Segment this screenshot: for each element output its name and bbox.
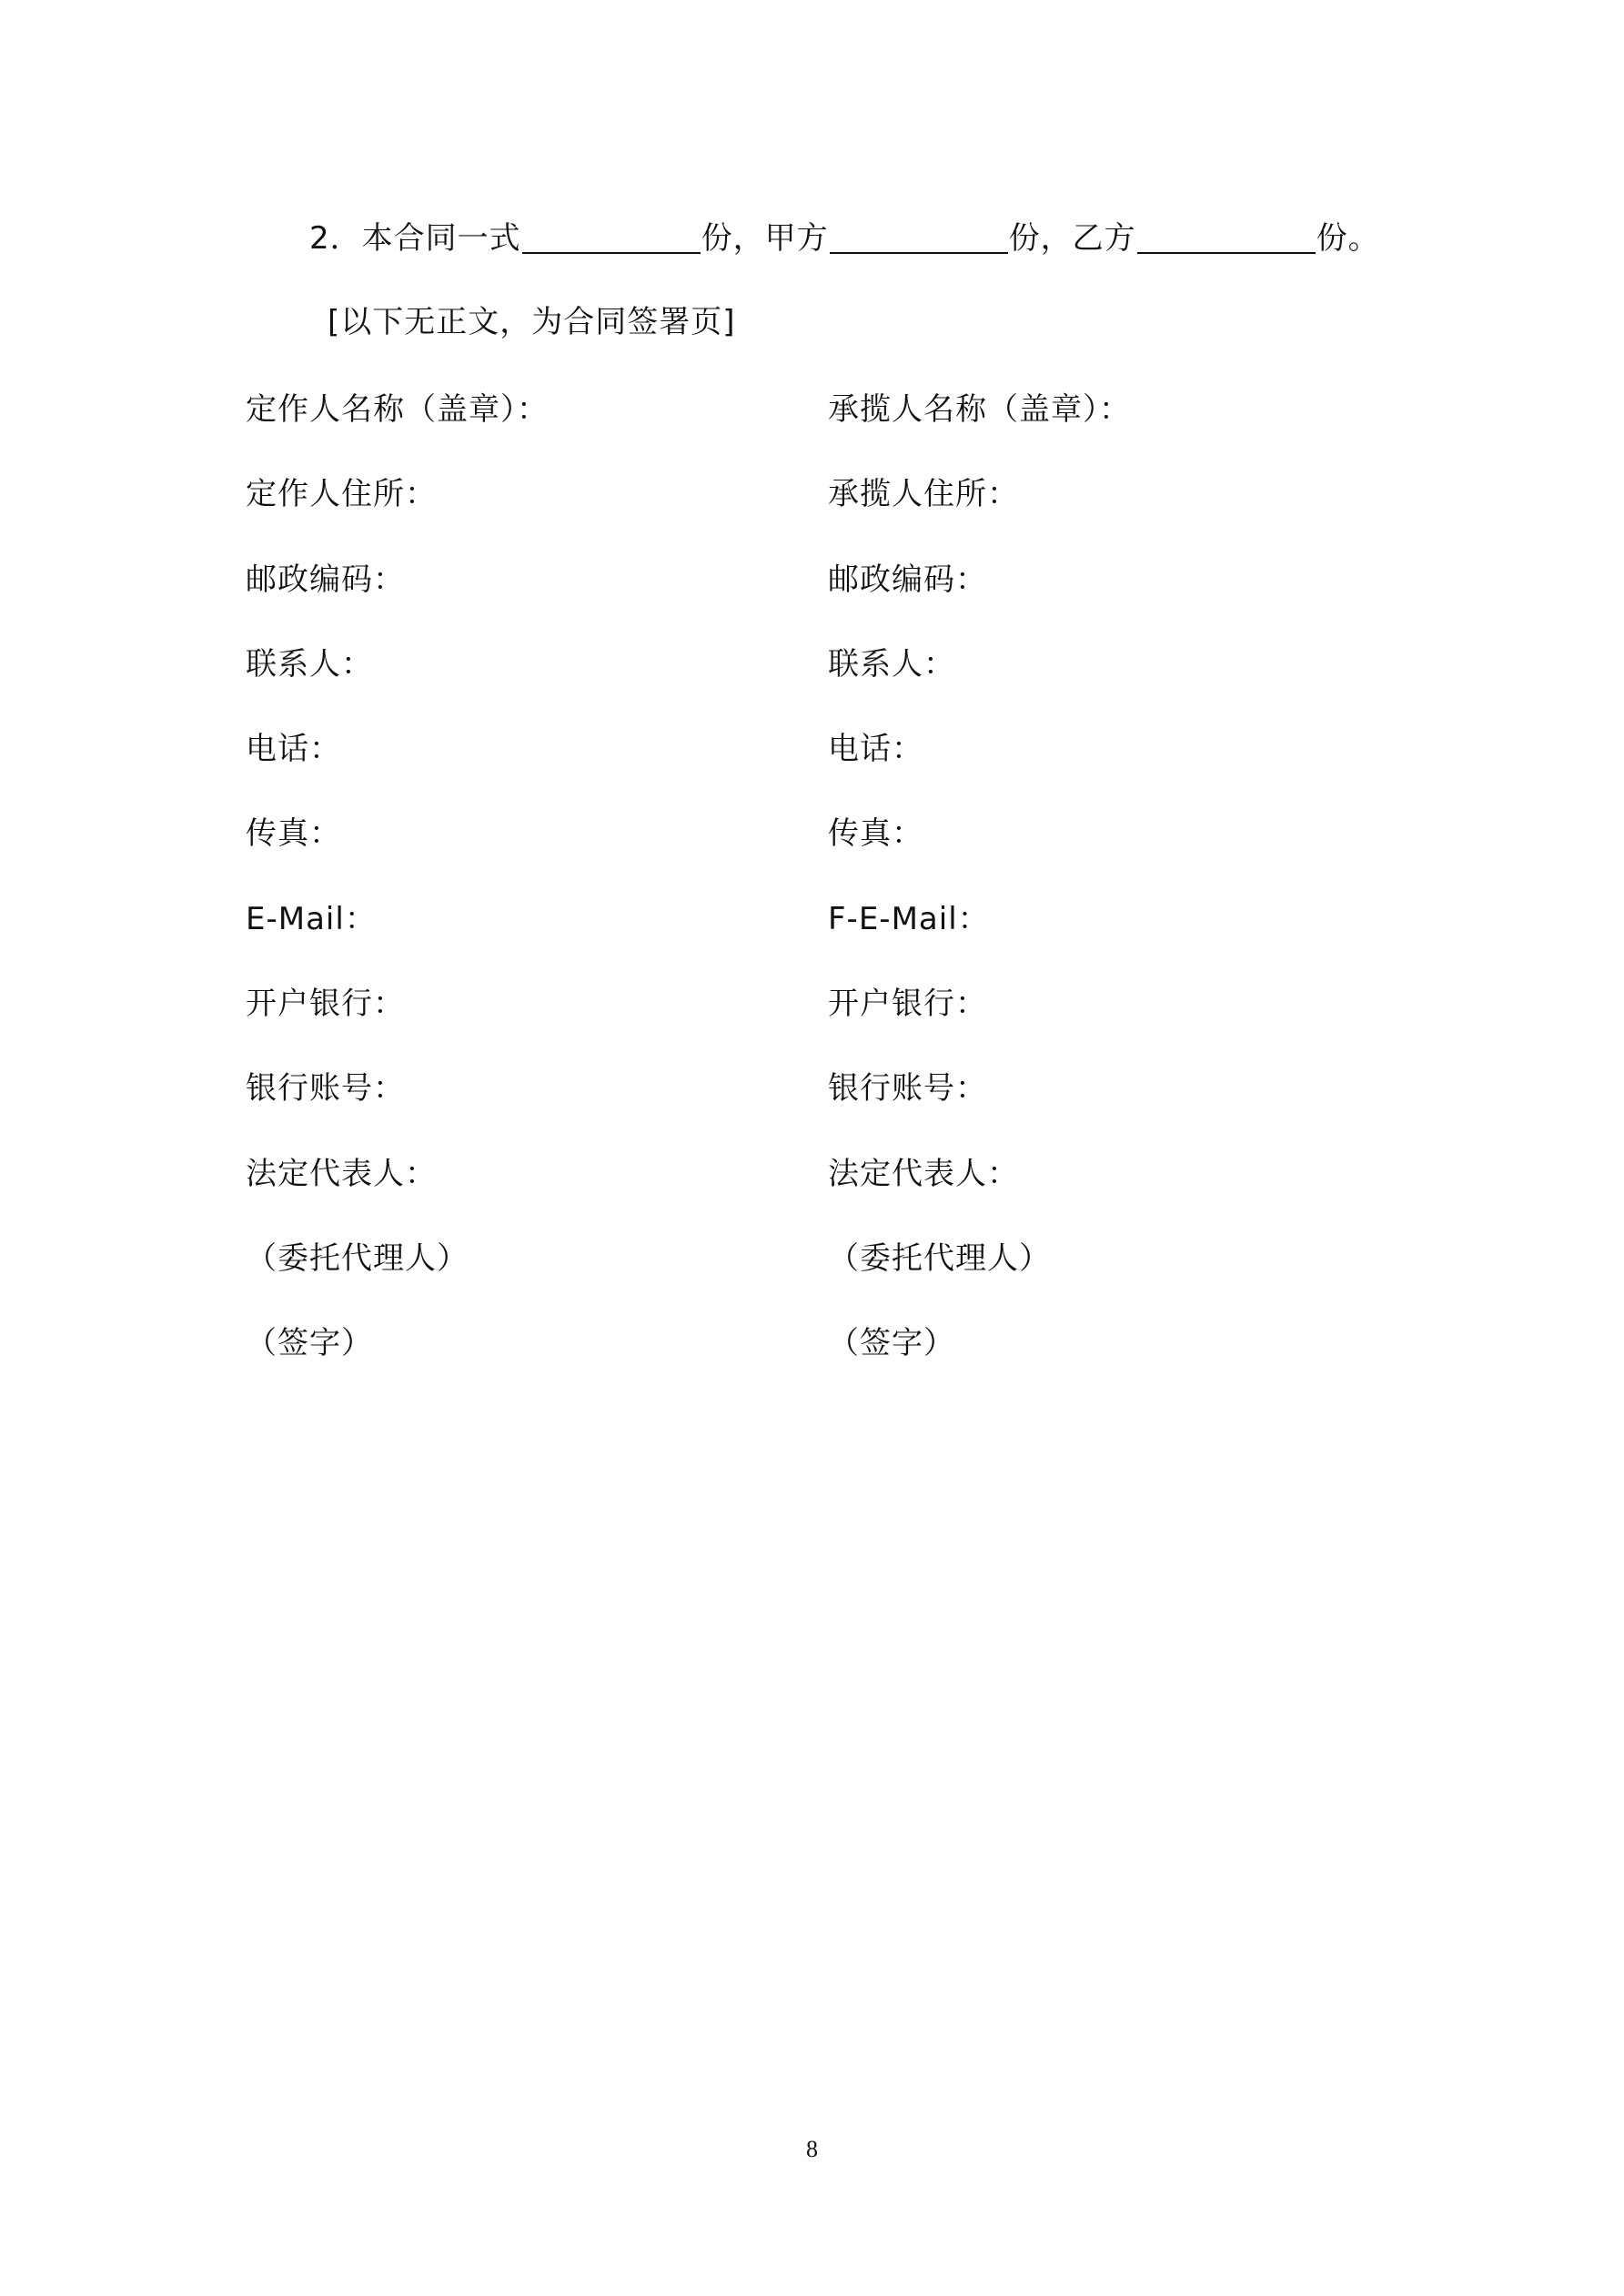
clause-text-copies: 2．本合同一式: [309, 220, 521, 257]
contractor-postcode-label: 邮政编码：: [246, 561, 405, 598]
clause-text-party-a: 份，甲方: [701, 220, 829, 257]
undertaker-account-label: 银行账号：: [828, 1070, 987, 1108]
undertaker-contact-label: 联系人：: [828, 645, 955, 683]
contractor-signature-label: （签字）: [246, 1325, 373, 1362]
contractor-name-seal-label: 定作人名称（盖章）：: [246, 391, 549, 428]
undertaker-legal-rep-label: 法定代表人：: [828, 1155, 1019, 1192]
total-copies-blank: [522, 216, 701, 254]
contractor-signature-block: [246, 384, 792, 1403]
clause-text-party-b: 份，乙方: [1008, 220, 1136, 257]
contractor-address-label: 定作人住所：: [246, 476, 437, 513]
contractor-agent-label: （委托代理人）: [246, 1239, 469, 1277]
undertaker-phone-label: 电话：: [828, 731, 923, 768]
copies-clause: [309, 213, 1380, 264]
undertaker-address-label: 承揽人住所：: [828, 476, 1019, 513]
undertaker-postcode-label: 邮政编码：: [828, 561, 987, 598]
contractor-contact-label: 联系人：: [246, 645, 373, 683]
undertaker-agent-label: （委托代理人）: [828, 1239, 1051, 1277]
party-a-copies-blank: [830, 216, 1008, 254]
page-number: 8: [806, 2136, 818, 2162]
contractor-phone-label: 电话：: [246, 731, 341, 768]
party-b-copies-blank: [1137, 216, 1316, 254]
undertaker-signature-block: [828, 384, 1374, 1403]
no-text-below-note: [以下无正文，为合同签署页]: [328, 304, 736, 340]
undertaker-signature-label: （签字）: [828, 1325, 955, 1362]
undertaker-name-seal-label: 承揽人名称（盖章）：: [828, 391, 1131, 428]
contractor-email-label: E-Mail：: [246, 900, 377, 937]
undertaker-email-label: F-E-Mail：: [828, 900, 990, 937]
contractor-bank-label: 开户银行：: [246, 986, 405, 1023]
contractor-legal-rep-label: 法定代表人：: [246, 1155, 437, 1192]
contractor-fax-label: 传真：: [246, 815, 341, 853]
undertaker-fax-label: 传真：: [828, 815, 923, 853]
undertaker-bank-label: 开户银行：: [828, 986, 987, 1023]
contractor-account-label: 银行账号：: [246, 1070, 405, 1108]
clause-text-end: 份。: [1316, 220, 1380, 257]
